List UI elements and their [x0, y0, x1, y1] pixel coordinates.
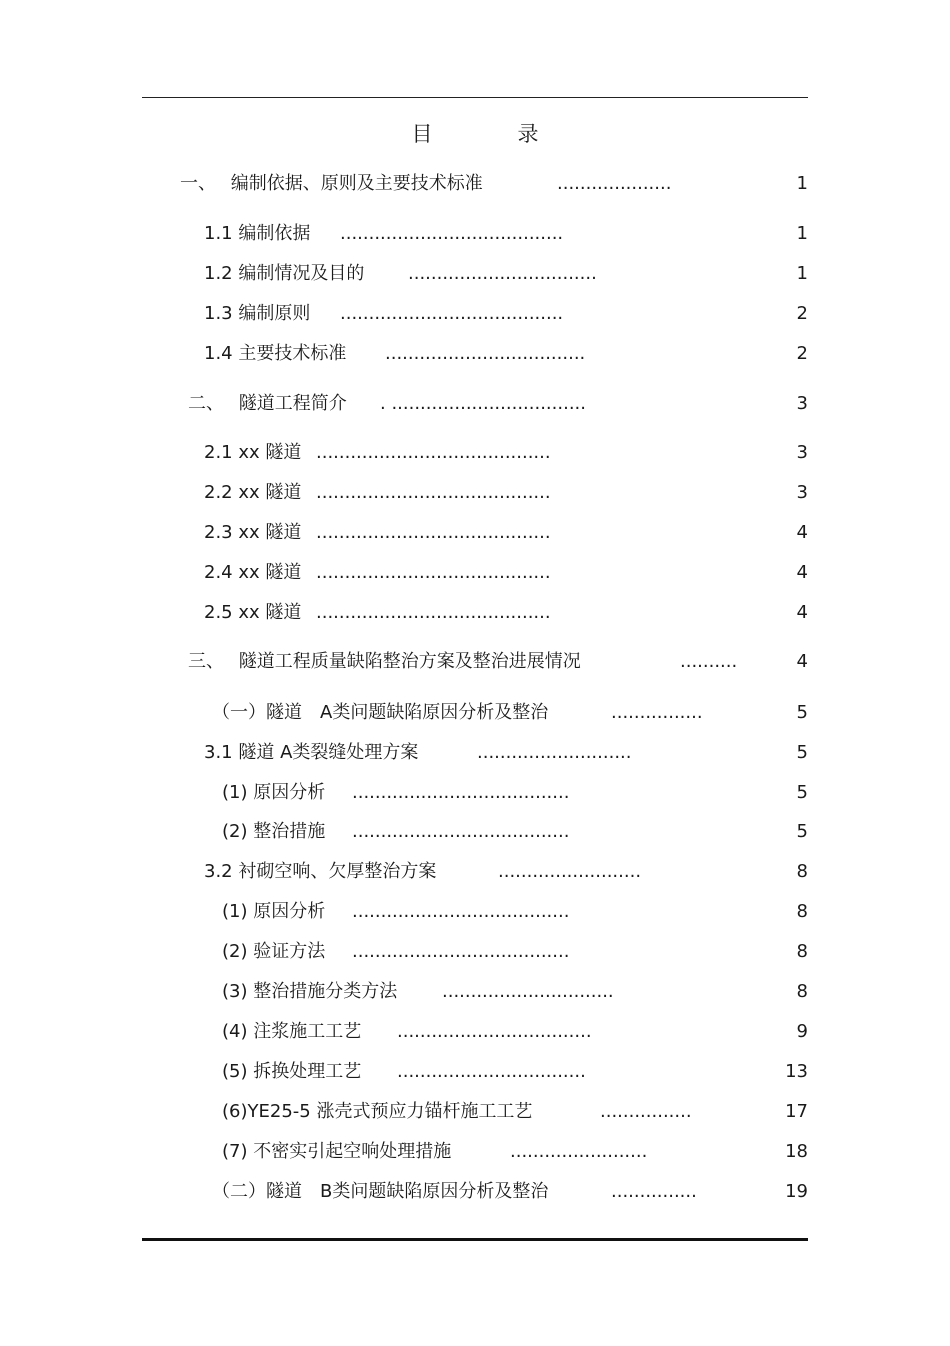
toc-entry[interactable] — [0, 479, 950, 507]
toc-entry-leader-dots: ...................................... — [352, 782, 570, 803]
toc-entry-leader-dots: ......................................... — [316, 562, 551, 583]
toc-entry-label: 1.4 主要技术标准 — [204, 343, 347, 364]
toc-entry[interactable] — [0, 1178, 950, 1206]
toc-entry-page-number: 5 — [796, 742, 808, 763]
toc-entry-leader-dots: ......................................... — [316, 522, 551, 543]
toc-entry-page-number: 8 — [796, 981, 808, 1002]
toc-entry[interactable] — [0, 1058, 950, 1086]
toc-entry-label: （一）隧道 A类问题缺陷原因分析及整治 — [212, 702, 549, 723]
toc-entry[interactable] — [0, 818, 950, 846]
toc-entry[interactable] — [0, 220, 950, 248]
toc-entry-page-number: 1 — [796, 223, 808, 244]
toc-entry-label: 2.3 xx 隧道 — [204, 522, 302, 543]
toc-entry-label: (2) 整治措施 — [222, 821, 326, 842]
toc-entry[interactable] — [0, 648, 950, 676]
toc-entry[interactable] — [0, 340, 950, 368]
toc-entry-label: 三、 隧道工程质量缺陷整治方案及整治进展情况 — [188, 651, 581, 672]
toc-entry-leader-dots: .................... — [557, 173, 672, 194]
toc-entry-leader-dots: ...................................... — [352, 821, 570, 842]
toc-entry-page-number: 17 — [785, 1101, 808, 1122]
toc-entry-page-number: 19 — [785, 1181, 808, 1202]
toc-entry-page-number: 3 — [796, 393, 808, 414]
toc-entry-page-number: 4 — [796, 651, 808, 672]
toc-entry-page-number: 5 — [796, 821, 808, 842]
toc-entry-label: 2.1 xx 隧道 — [204, 442, 302, 463]
toc-entry[interactable] — [0, 1098, 950, 1126]
toc-entry-label: 3.2 衬砌空响、欠厚整治方案 — [204, 861, 437, 882]
toc-entry[interactable] — [0, 699, 950, 727]
toc-entry[interactable] — [0, 170, 950, 198]
toc-entry[interactable] — [0, 260, 950, 288]
toc-entry-page-number: 3 — [796, 442, 808, 463]
toc-entry-leader-dots: ................ — [600, 1101, 692, 1122]
toc-entry-leader-dots: ...................................... — [352, 941, 570, 962]
toc-entry-label: (7) 不密实引起空响处理措施 — [222, 1141, 452, 1162]
toc-entry[interactable] — [0, 898, 950, 926]
toc-entry-label: 1.2 编制情况及目的 — [204, 263, 365, 284]
toc-entry-leader-dots: ......................................... — [316, 442, 551, 463]
toc-entry-page-number: 4 — [796, 522, 808, 543]
toc-title: 目 录 — [411, 122, 571, 146]
toc-entry-label: 3.1 隧道 A类裂缝处理方案 — [204, 742, 419, 763]
toc-entry[interactable] — [0, 300, 950, 328]
toc-entry-leader-dots: ............... — [611, 1181, 697, 1202]
toc-entry-page-number: 2 — [796, 303, 808, 324]
toc-entry-label: 2.5 xx 隧道 — [204, 602, 302, 623]
toc-entry-page-number: 4 — [796, 602, 808, 623]
toc-entry-leader-dots: ................................. — [397, 1061, 586, 1082]
toc-entry-page-number: 8 — [796, 861, 808, 882]
toc-entry-page-number: 9 — [796, 1021, 808, 1042]
toc-entry-label: 2.4 xx 隧道 — [204, 562, 302, 583]
toc-entry-label: (6)YE25-5 涨壳式预应力锚杆施工工艺 — [222, 1101, 533, 1122]
toc-entry-leader-dots: .......... — [680, 651, 738, 672]
toc-entry-leader-dots: ...................................... — [352, 901, 570, 922]
toc-entry-label: 二、 隧道工程简介 — [188, 393, 347, 414]
toc-entry[interactable] — [0, 978, 950, 1006]
toc-entry-page-number: 8 — [796, 901, 808, 922]
toc-entry-page-number: 5 — [796, 702, 808, 723]
toc-entry[interactable] — [0, 858, 950, 886]
toc-entry-page-number: 4 — [796, 562, 808, 583]
toc-entry-label: 2.2 xx 隧道 — [204, 482, 302, 503]
toc-entry-label: 1.3 编制原则 — [204, 303, 311, 324]
toc-entry-label: (1) 原因分析 — [222, 782, 326, 803]
toc-entry[interactable] — [0, 599, 950, 627]
toc-entry-label: （二）隧道 B类问题缺陷原因分析及整治 — [212, 1181, 549, 1202]
toc-entry-label: (4) 注浆施工工艺 — [222, 1021, 362, 1042]
toc-entry-leader-dots: ....................................... — [340, 303, 564, 324]
toc-entry-page-number: 18 — [785, 1141, 808, 1162]
toc-entry[interactable] — [0, 779, 950, 807]
toc-entry[interactable] — [0, 938, 950, 966]
toc-entry[interactable] — [0, 439, 950, 467]
toc-entry-leader-dots: .................................. — [397, 1021, 592, 1042]
toc-entry-label: (2) 验证方法 — [222, 941, 326, 962]
toc-entry-label: (3) 整治措施分类方法 — [222, 981, 398, 1002]
toc-entry-leader-dots: ......................................... — [316, 482, 551, 503]
toc-entry[interactable] — [0, 1138, 950, 1166]
toc-entry[interactable] — [0, 559, 950, 587]
bottom-rule — [142, 1238, 808, 1241]
toc-entry-label: (5) 拆换处理工艺 — [222, 1061, 362, 1082]
toc-entry-page-number: 5 — [796, 782, 808, 803]
toc-entry-leader-dots: ......................................... — [316, 602, 551, 623]
toc-entry-leader-dots: ....................................... — [340, 223, 564, 244]
toc-entry-leader-dots: ................................... — [385, 343, 586, 364]
toc-entry-label: 1.1 编制依据 — [204, 223, 311, 244]
toc-entry-leader-dots: . .................................. — [380, 393, 586, 414]
toc-entry[interactable] — [0, 519, 950, 547]
toc-entry-leader-dots: ................................. — [408, 263, 597, 284]
toc-entry-page-number: 13 — [785, 1061, 808, 1082]
toc-entry-page-number: 8 — [796, 941, 808, 962]
toc-entry[interactable] — [0, 390, 950, 418]
toc-entry-label: 一、 编制依据、原则及主要技术标准 — [180, 173, 483, 194]
toc-entry-page-number: 1 — [796, 263, 808, 284]
toc-entry-page-number: 3 — [796, 482, 808, 503]
toc-entry-page-number: 1 — [796, 173, 808, 194]
top-rule — [142, 97, 808, 98]
toc-entry-leader-dots: ........................... — [477, 742, 632, 763]
toc-entry[interactable] — [0, 739, 950, 767]
toc-entry[interactable] — [0, 1018, 950, 1046]
toc-entry-leader-dots: ......................... — [498, 861, 642, 882]
toc-entry-leader-dots: ........................ — [510, 1141, 648, 1162]
toc-entry-page-number: 2 — [796, 343, 808, 364]
toc-entry-leader-dots: ................ — [611, 702, 703, 723]
toc-entry-leader-dots: .............................. — [442, 981, 614, 1002]
toc-entry-label: (1) 原因分析 — [222, 901, 326, 922]
